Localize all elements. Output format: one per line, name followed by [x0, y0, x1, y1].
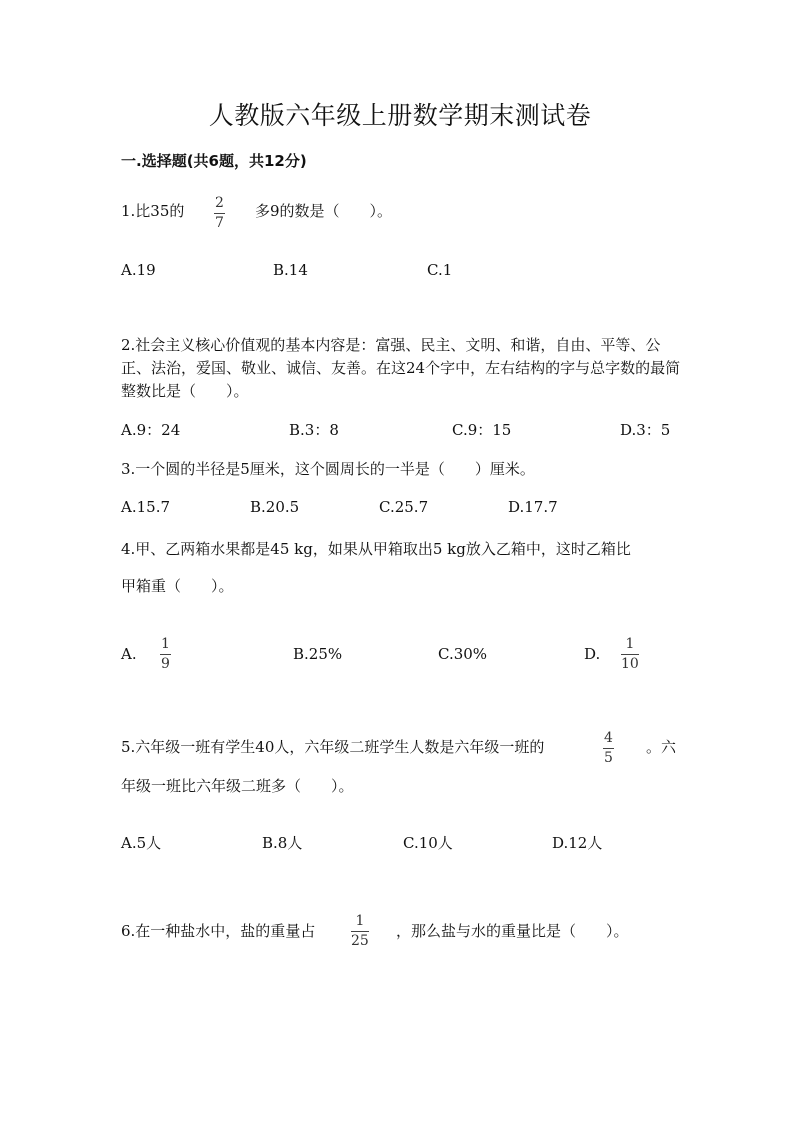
option-d[interactable]: D.3：5	[620, 421, 671, 439]
option-d[interactable]: D.12人	[552, 834, 603, 852]
section-heading: 一.选择题(共6题，共12分)	[121, 152, 307, 170]
question-1-fraction	[214, 196, 225, 231]
fraction-numerator: 2	[214, 196, 225, 214]
page-title: 人教版六年级上册数学期末测试卷	[208, 101, 592, 130]
option-a[interactable]: A.9：24	[121, 421, 181, 439]
question-5-fraction	[603, 731, 614, 766]
question-3-text: 3.一个圆的半径是5厘米，这个圆周长的一半是（ ）厘米。	[121, 460, 535, 478]
option-d[interactable]: D.17.7	[508, 498, 558, 516]
option-b[interactable]: B.20.5	[250, 498, 300, 516]
question-2-text: 2.社会主义核心价值观的基本内容是：富强、民主、文明、和谐，自由、平等、公正、法治，爱国、敬业、诚信、友善。在这24个字中，左右结构的字与总字数的最简整数比是（ ）。	[121, 336, 681, 400]
question-5-suffix: 。六	[646, 738, 677, 756]
fraction-denominator: 25	[351, 933, 369, 949]
option-c[interactable]: C.30%	[438, 645, 488, 663]
fraction-denominator: 5	[604, 750, 613, 766]
option-c[interactable]: C.9：15	[452, 421, 512, 439]
option-c[interactable]: C.1	[427, 261, 453, 279]
option-a[interactable]: A.5人	[121, 834, 162, 852]
question-4-line-2: 甲箱重（ ）。	[121, 577, 234, 595]
fraction-denominator: 10	[621, 656, 639, 672]
option-c[interactable]: C.10人	[403, 834, 453, 852]
question-5-line-2: 年级一班比六年级二班多（ ）。	[121, 777, 354, 795]
fraction-numerator: 1	[160, 637, 171, 655]
question-1-suffix: 多9的数是（ ）。	[255, 202, 393, 220]
question-1-prefix: 1.比35的	[121, 202, 185, 220]
option-b[interactable]: B.25%	[293, 645, 343, 663]
question-4-line-1: 4.甲、乙两箱水果都是45 kg，如果从甲箱取出5 kg放入乙箱中，这时乙箱比	[121, 540, 631, 558]
option-d-fraction[interactable]	[621, 637, 639, 672]
option-b[interactable]: B.8人	[262, 834, 303, 852]
option-a-label[interactable]: A.	[121, 645, 137, 663]
fraction-numerator: 1	[351, 914, 369, 932]
fraction-numerator: 4	[603, 731, 614, 749]
option-c[interactable]: C.25.7	[379, 498, 429, 516]
question-5-prefix: 5.六年级一班有学生40人，六年级二班学生人数是六年级一班的	[121, 738, 545, 756]
fraction-denominator: 7	[215, 215, 224, 231]
option-a[interactable]: A.15.7	[121, 498, 170, 516]
fraction-numerator: 1	[621, 637, 639, 655]
option-d-label[interactable]: D.	[584, 645, 601, 663]
question-6-suffix: ，那么盐与水的重量比是（ ）。	[396, 922, 629, 940]
option-b[interactable]: B.14	[273, 261, 308, 279]
option-b[interactable]: B.3：8	[289, 421, 339, 439]
option-a-fraction[interactable]	[160, 637, 171, 672]
fraction-denominator: 9	[161, 656, 170, 672]
option-a[interactable]: A.19	[121, 261, 156, 279]
question-6-fraction	[351, 914, 369, 949]
question-6-prefix: 6.在一种盐水中，盐的重量占	[121, 922, 316, 940]
